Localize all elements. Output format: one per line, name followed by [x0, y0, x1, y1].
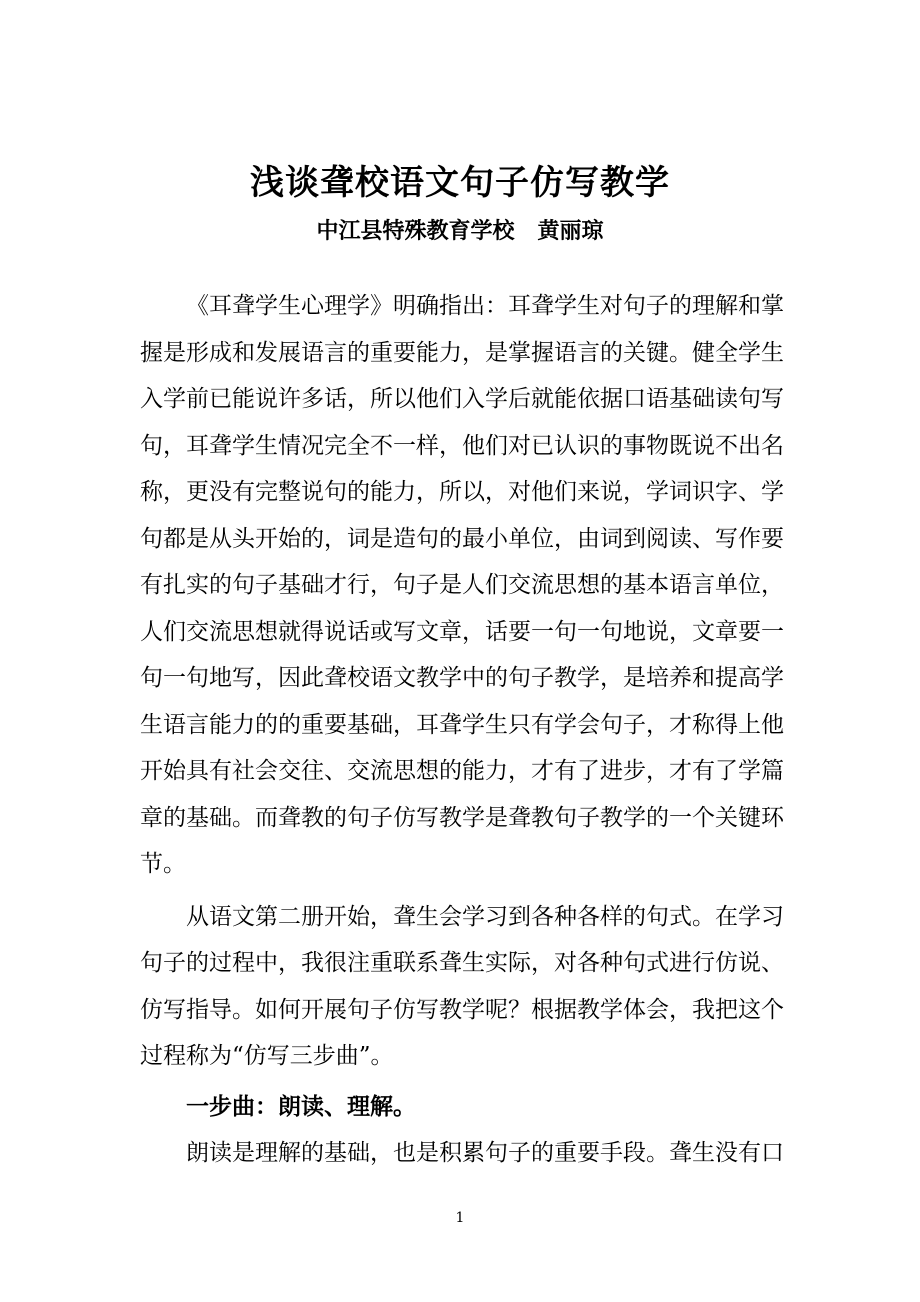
paragraph-2: 从语文第二册开始，聋生会学习到各种各样的句式。在学习句子的过程中，我很注重联系聋生实际，对各种句式进行仿说、仿写指导。如何开展句子仿写教学呢？根据教学体会，我把这个过程称为“仿写三步曲”。 — [140, 903, 784, 1069]
section-heading: 一步曲：朗读、理解。 — [186, 1092, 416, 1120]
document-body — [140, 283, 784, 1177]
document-title: 浅谈聋校语文句子仿写教学 — [250, 163, 670, 203]
paragraph-3: 朗读是理解的基础，也是积累句子的重要手段。聋生没有口 — [186, 1140, 784, 1166]
author-line: 中江县特殊教育学校 黄丽琼 — [316, 218, 604, 244]
page-number: 1 — [455, 1210, 465, 1226]
paragraph-1: 《耳聋学生心理学》明确指出：耳聋学生对句子的理解和掌握是形成和发展语言的重要能力，是掌握语言的关键。健全学生入学前已能说许多话，所以他们入学后就能依据口语基础读句写句，耳聋学生情况完全不一样，他们对已认识的事物既说不出名称，更没有完整说句的能力，所以，对他们来说，学词识字、学句都是从头开始的，词是造句的最小单位，由词到阅读、写作要有扎实的句子基础才行，句子是人们交流思想的基本语言单位，人们交流思想就得说话或写文章，话要一句一句地说，文章要一句一句地写，因此聋校语文教学中的句子教学，是培养和提高学生语言能力的的重要基础，耳聋学生只有学会句子，才称得上他开始具有社会交往、交流思想的能力，才有了进步，才有了学篇章的基础。而聋教的句子仿写教学是聋教句子教学的一个关键环节。 — [140, 293, 784, 877]
